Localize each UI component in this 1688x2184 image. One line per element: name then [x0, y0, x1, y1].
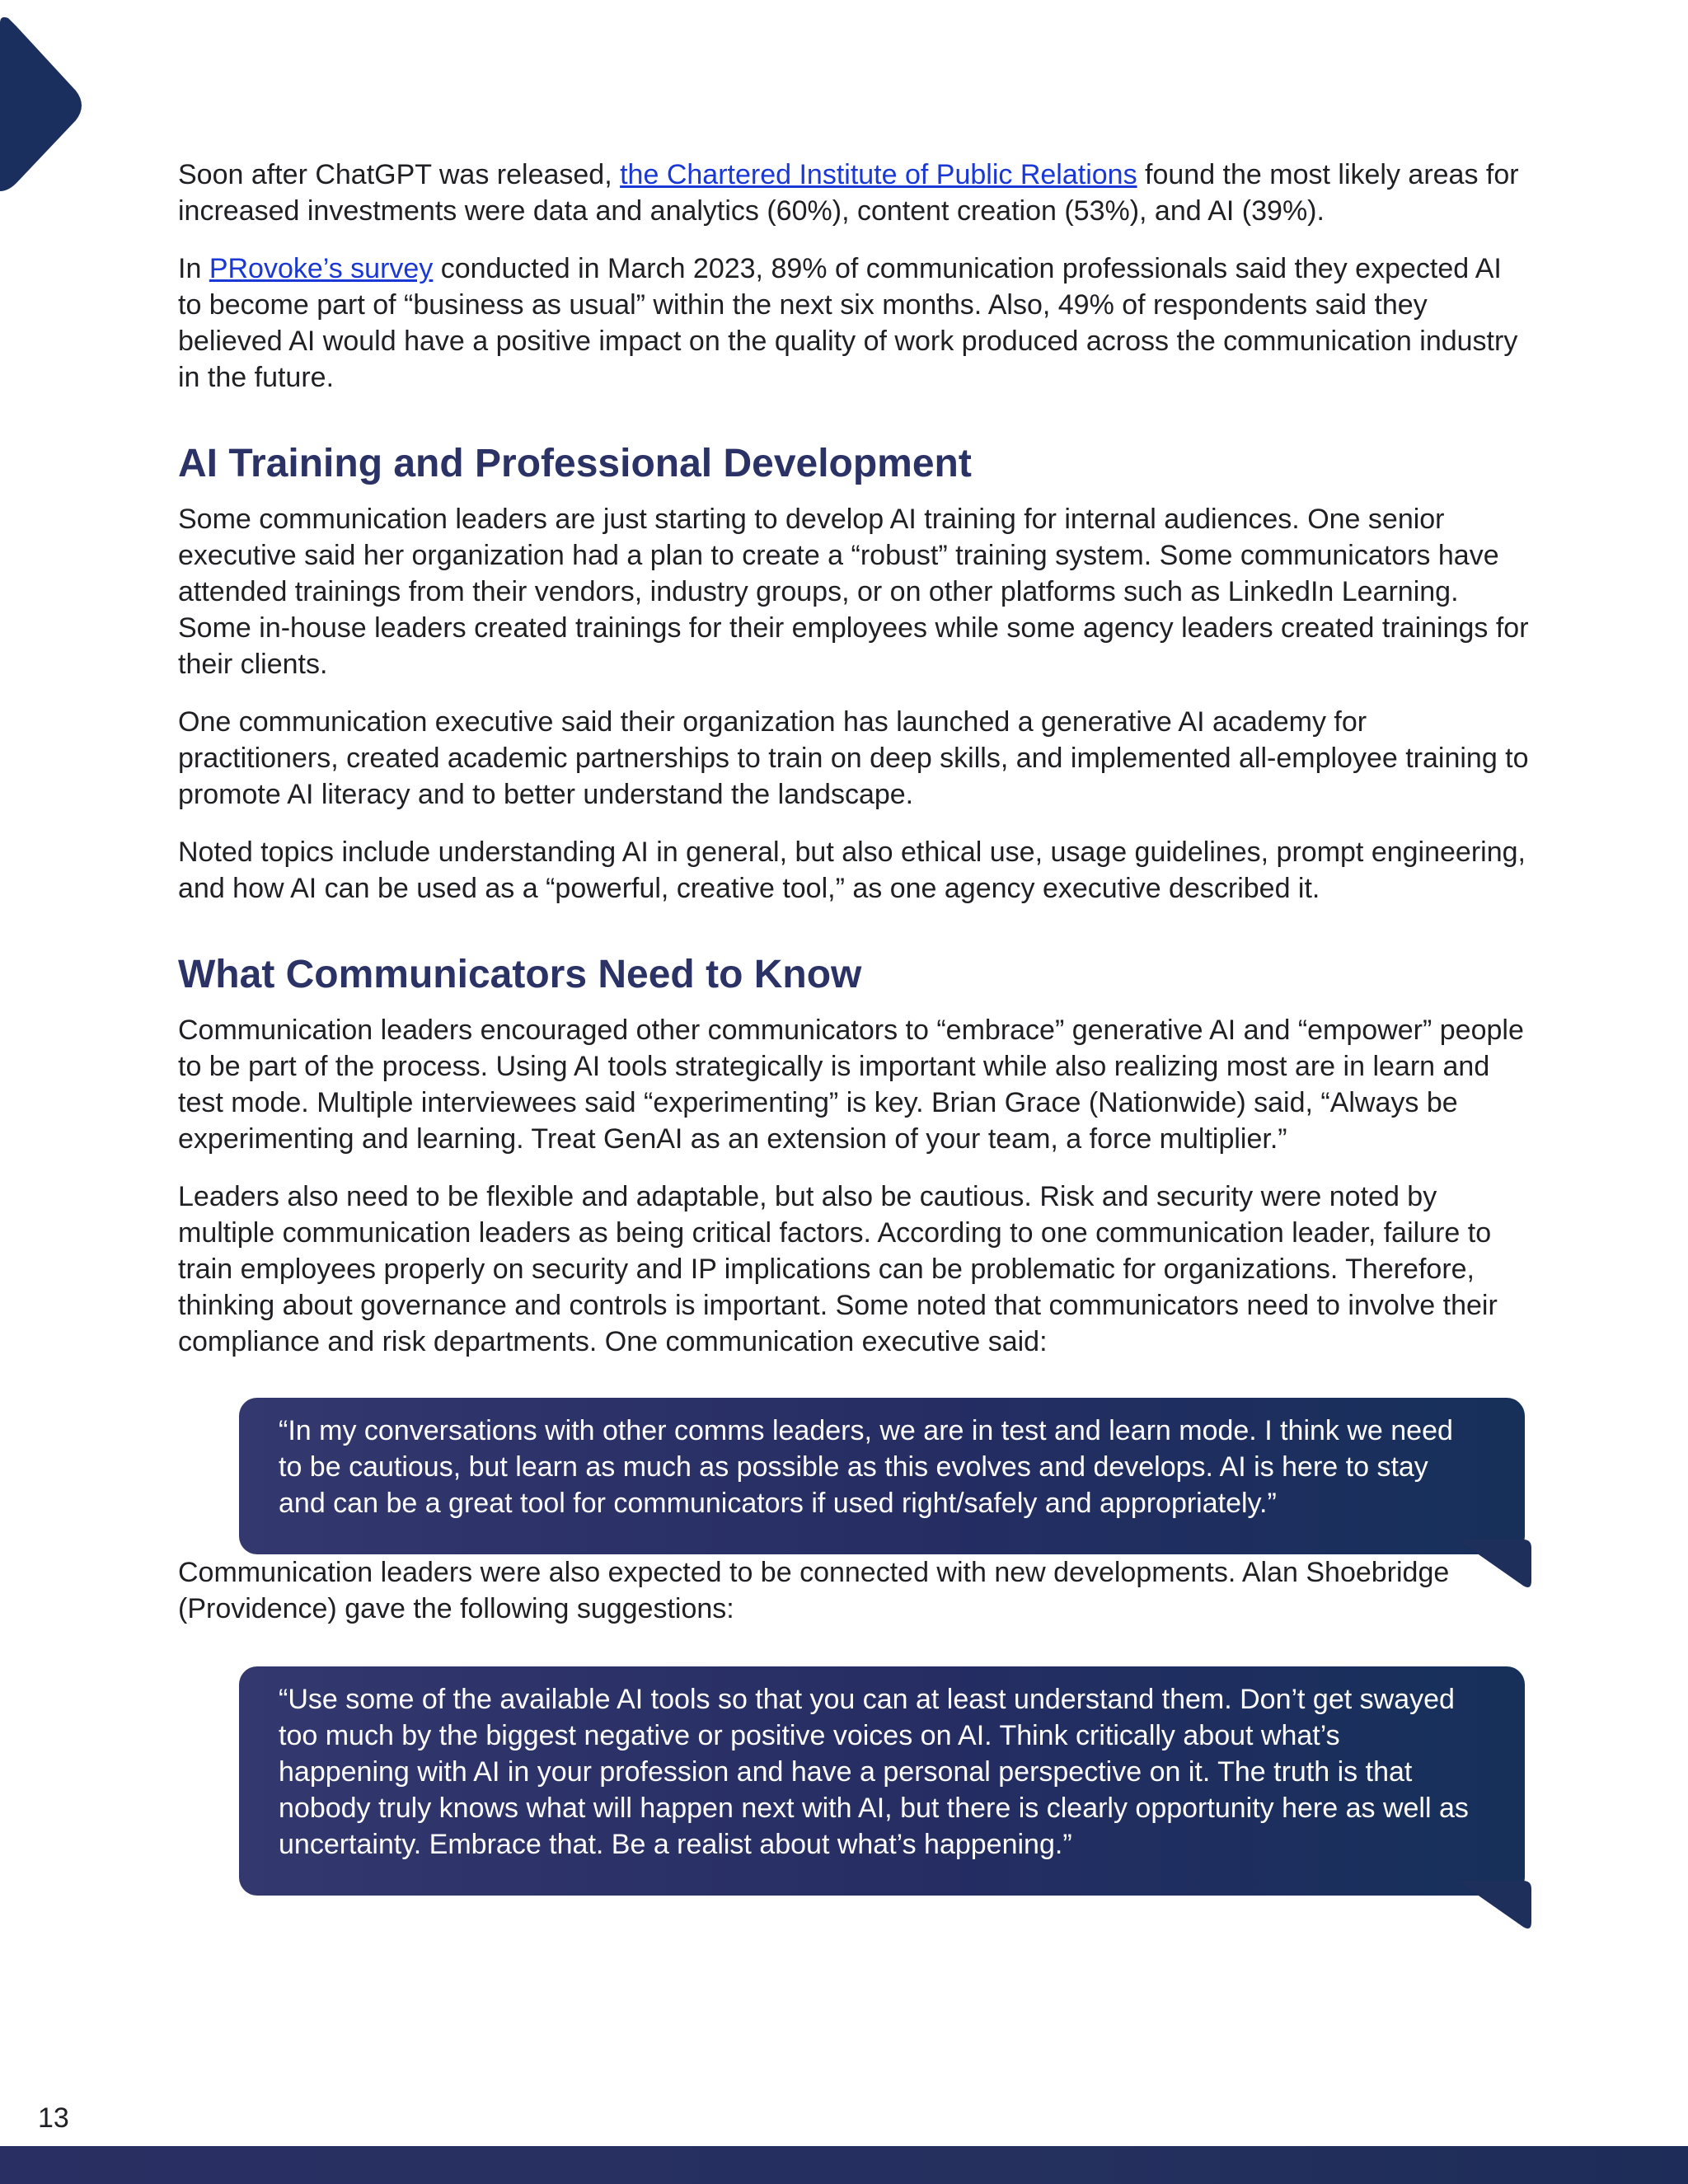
- cipr-text-after: found the most likely areas for increased investments were data and analytics (60%), content creation (53%), and AI (39%).: [178, 159, 1519, 227]
- page-number: 13: [38, 2102, 69, 2134]
- quote-text-2: “Use some of the available AI tools so that you can at least understand them. Don’t get swayed too much by the biggest negative or positive voices on AI. Think critically about what’s happening with AI in your profession and have a personal perspective on it. The truth is that nobody truly knows what will happen next with AI, but there is clearly opportunity here as well as uncertainty. Embrace that. Be a realist about what’s happening.”: [279, 1684, 1469, 1860]
- footer-bar: [0, 2146, 1688, 2184]
- intro-paragraph-cipr: [178, 157, 1530, 229]
- training-paragraph-1: Some communication leaders are just starting to develop AI training for internal audiences. One senior executive said her organization had a plan to create a “robust” training system. Some communicators have attended trainings from their vendors, industry groups, or on other platforms such as LinkedIn Learning. Some in-house leaders created trainings for their employees while some agency leaders created trainings for their clients.: [178, 504, 1529, 680]
- quote-text-1: “In my conversations with other comms leaders, we are in test and learn mode. I think we need to be cautious, but learn as much as possible as this evolves and develops. AI is here to stay and can be a great tool for communicators if used right/safely and appropriately.”: [279, 1415, 1453, 1519]
- know-paragraph-3: Communication leaders were also expected to be connected with new developments. Alan Shoebridge (Providence) gave the following suggestions:: [178, 1557, 1450, 1624]
- quote-callout-2: [239, 1666, 1525, 1896]
- page-content: [178, 157, 1530, 1896]
- know-paragraph-1: Communication leaders encouraged other communicators to “embrace” generative AI and “empower” people to be part of the process. Using AI tools strategically is important while also realizing most are in learn and test mode. Multiple interviewees said “experimenting” is key. Brian Grace (Nationwide) said, “Always be experimenting and learning. Treat GenAI as an extension of your team, a force multiplier.”: [178, 1015, 1524, 1155]
- corner-tab-decoration: [0, 0, 91, 206]
- speech-bubble-tail-icon: [1457, 1881, 1531, 1930]
- know-paragraph-2: Leaders also need to be flexible and adaptable, but also be cautious. Risk and security were noted by multiple communication leaders as being critical factors. According to one communication leader, failure to train employees properly on security and IP implications can be problematic for organizations. Therefore, thinking about governance and controls is important. Some noted that communicators need to involve their compliance and risk departments. One communication executive said:: [178, 1181, 1498, 1357]
- quote-box-2: [239, 1666, 1525, 1896]
- intro-paragraph-provoke: [178, 251, 1530, 396]
- provoke-survey-link[interactable]: PRovoke’s survey: [209, 253, 434, 284]
- provoke-text-after: conducted in March 2023, 89% of communication professionals said they expected AI to become part of “business as usual” within the next six months. Also, 49% of respondents said they believed AI would have a positive impact on the quality of work produced across the communication industry in the future.: [178, 253, 1518, 393]
- training-paragraph-3: Noted topics include understanding AI in general, but also ethical use, usage guidelines, prompt engineering, and how AI can be used as a “powerful, creative tool,” as one agency executive described it.: [178, 837, 1526, 904]
- cipr-link[interactable]: the Chartered Institute of Public Relations: [620, 159, 1137, 190]
- quote-callout-1: [239, 1398, 1525, 1554]
- training-paragraph-2: One communication executive said their organization has launched a generative AI academy for practitioners, created academic partnerships to train on deep skills, and implemented all-employee training to promote AI literacy and to better understand the landscape.: [178, 706, 1529, 810]
- heading-what-communicators-need: What Communicators Need to Know: [178, 953, 862, 996]
- quote-box-1: [239, 1398, 1525, 1554]
- heading-ai-training: AI Training and Professional Development: [178, 442, 972, 485]
- provoke-text-before: In: [178, 253, 209, 284]
- speech-bubble-tail-icon: [1457, 1540, 1531, 1589]
- cipr-text-before: Soon after ChatGPT was released,: [178, 159, 621, 190]
